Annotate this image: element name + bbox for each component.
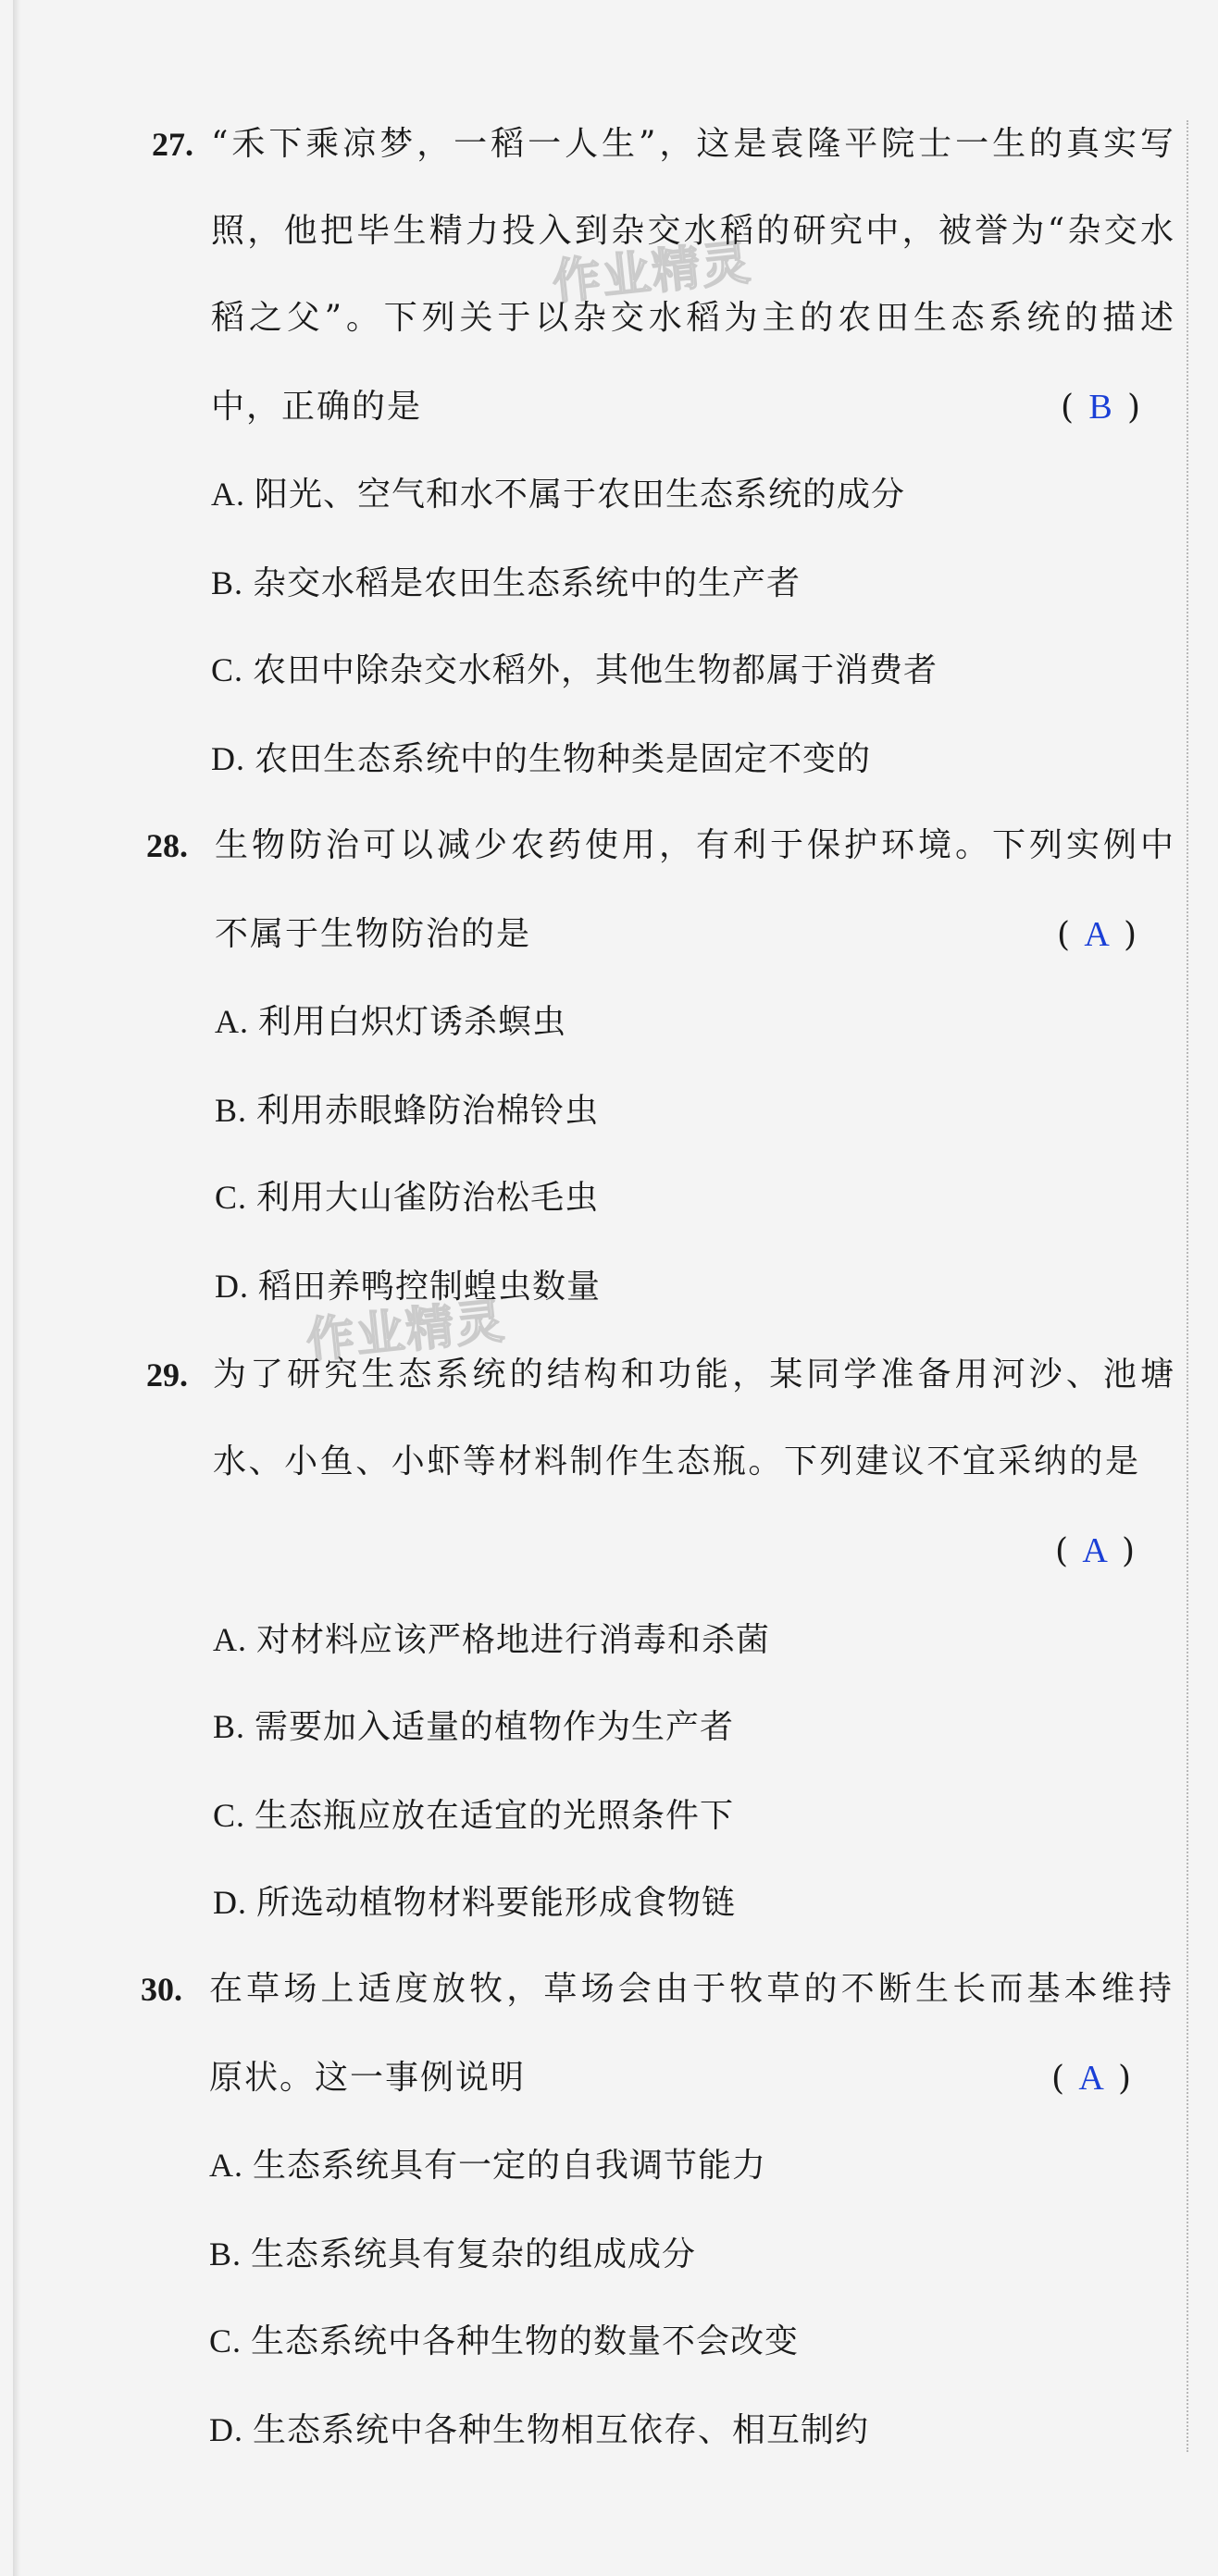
question-stem-line: 中，正确的是 (211, 388, 423, 426)
answer-box: ( A ) (1051, 2059, 1132, 2098)
question-stem-line: 生物防治可以减少农药使用，有利于保护环境。下列实例中 (215, 826, 1174, 864)
option-d: D. 所选动植物材料要能形成食物链 (213, 1884, 737, 1922)
question-stem-line: 照，他把毕生精力投入到杂交水稻的研究中，被誉为“杂交水 (211, 212, 1174, 250)
option-d: D. 农田生态系统中的生物种类是固定不变的 (211, 740, 872, 778)
option-b: B. 利用赤眼蜂防治棉铃虫 (215, 1092, 600, 1130)
answer-letter: A (1082, 1531, 1108, 1570)
question-number: 27. (152, 126, 193, 163)
option-a: A. 利用白炽灯诱杀螟虫 (215, 1003, 567, 1041)
answer-letter: B (1088, 388, 1112, 427)
question-stem-line: 原状。这一事例说明 (209, 2059, 527, 2097)
option-b: B. 需要加入适量的植物作为生产者 (213, 1708, 735, 1746)
option-a: A. 生态系统具有一定的自我调节能力 (209, 2147, 767, 2185)
watermark: 作业精灵 (304, 1293, 509, 1370)
answer-box: ( B ) (1061, 388, 1141, 427)
watermark: 作业精灵 (550, 234, 755, 312)
option-c: C. 生态瓶应放在适宜的光照条件下 (213, 1797, 735, 1835)
option-c: C. 生态系统中各种生物的数量不会改变 (209, 2322, 800, 2360)
question-stem-line: 在草场上适度放牧，草场会由于牧草的不断生长而基本维持 (209, 1970, 1172, 2008)
question-number: 29. (146, 1356, 188, 1393)
answer-letter: A (1084, 915, 1110, 954)
answer-box: ( A ) (1055, 1531, 1136, 1570)
question-number: 28. (146, 827, 188, 864)
question-number: 30. (141, 1971, 182, 2008)
option-a: A. 阳光、空气和水不属于农田生态系统的成分 (211, 476, 906, 514)
option-b: B. 杂交水稻是农田生态系统中的生产者 (211, 564, 802, 602)
option-d: D. 生态系统中各种生物相互依存、相互制约 (209, 2411, 870, 2449)
question-stem-line: “禾下乘凉梦，一稻一人生”，这是袁隆平院士一生的真实写 (211, 125, 1174, 163)
page-edge-shadow (13, 0, 20, 2576)
question-stem-line: 为了研究生态系统的结构和功能，某同学准备用河沙、池塘 (213, 1356, 1174, 1393)
answer-letter: A (1078, 2059, 1104, 2098)
option-c: C. 利用大山雀防治松毛虫 (215, 1179, 600, 1217)
margin-dotted-rule (1187, 120, 1188, 2452)
option-a: A. 对材料应该严格地进行消毒和杀菌 (213, 1621, 771, 1659)
question-stem-line: 不属于生物防治的是 (215, 915, 532, 953)
option-b: B. 生态系统具有复杂的组成成分 (209, 2235, 697, 2273)
option-c: C. 农田中除杂交水稻外，其他生物都属于消费者 (211, 651, 938, 689)
question-stem-line: 稻之父”。下列关于以杂交水稻为主的农田生态系统的描述 (211, 299, 1174, 337)
option-d: D. 稻田养鸭控制蝗虫数量 (215, 1268, 602, 1306)
answer-box: ( A ) (1057, 915, 1137, 954)
question-stem-line: 水、小鱼、小虾等材料制作生态瓶。下列建议不宜采纳的是 (213, 1443, 1138, 1480)
